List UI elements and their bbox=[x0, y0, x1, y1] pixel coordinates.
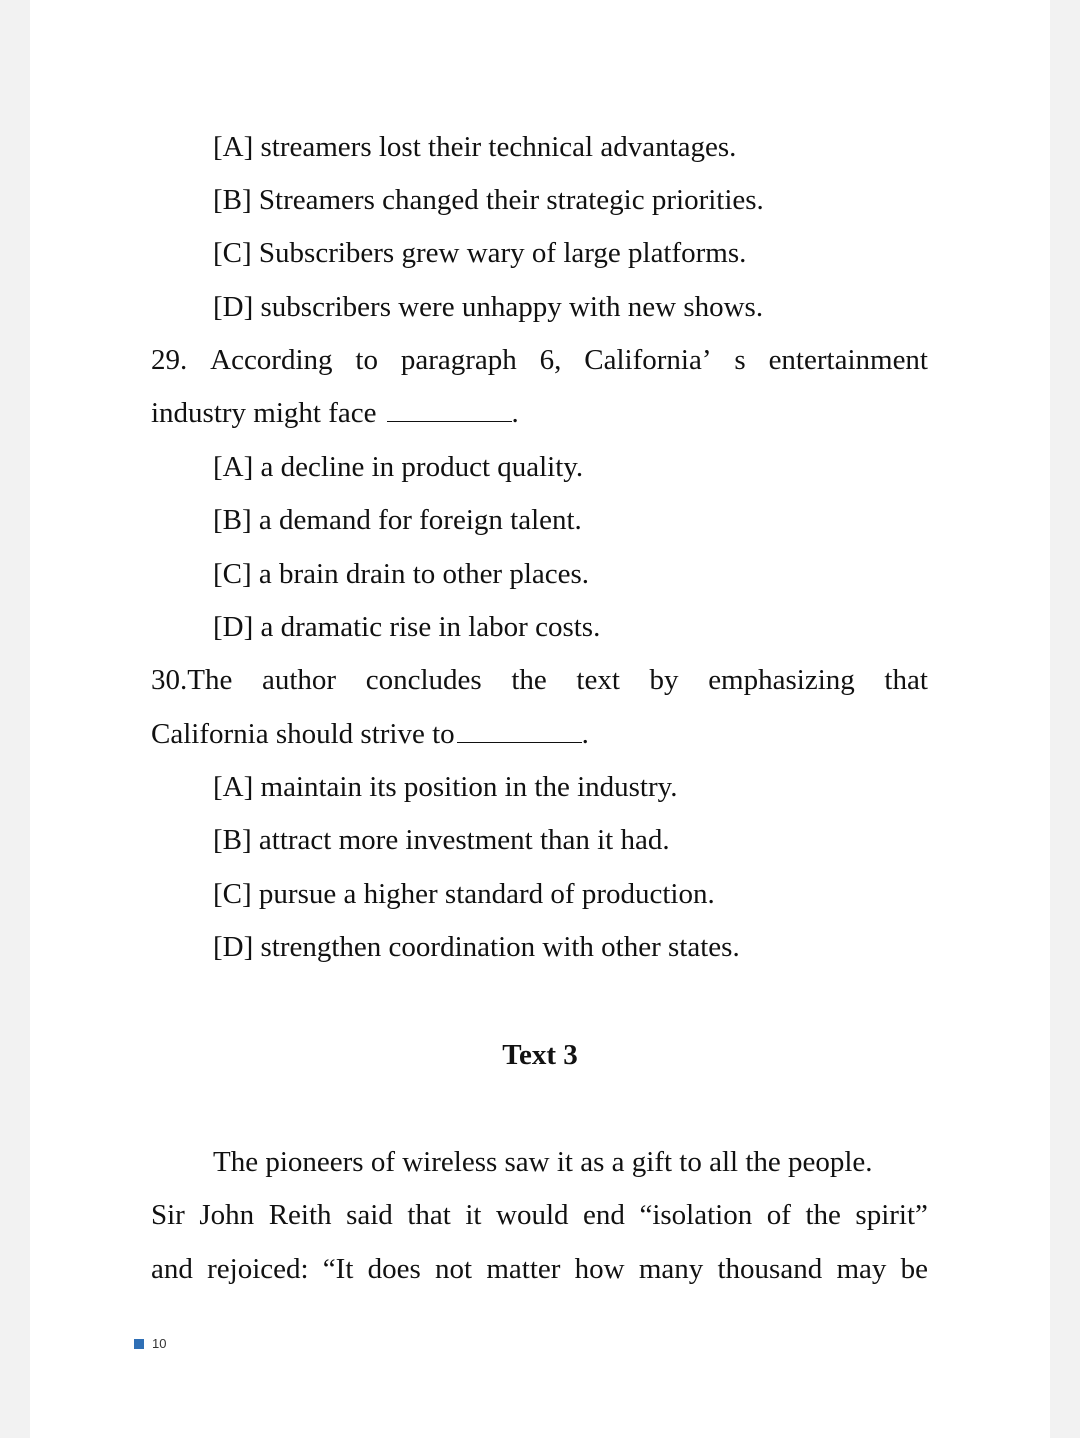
q28-option-a[interactable]: [A] streamers lost their technical advantages. bbox=[213, 131, 737, 163]
word: not bbox=[435, 1253, 473, 1285]
q30-option-d[interactable]: [D] strengthen coordination with other states. bbox=[213, 931, 740, 963]
q30-option-c[interactable]: [C] pursue a higher standard of production. bbox=[213, 878, 715, 910]
section-heading: Text 3 bbox=[502, 1039, 578, 1071]
word: Reith bbox=[268, 1199, 332, 1231]
word: would bbox=[496, 1199, 569, 1231]
q30-option-a[interactable]: [A] maintain its position in the industry. bbox=[213, 771, 678, 803]
word: text bbox=[576, 664, 620, 696]
q30-stem-text: California should strive to bbox=[151, 718, 455, 750]
word: “It bbox=[322, 1253, 354, 1285]
word: 30.The bbox=[151, 664, 233, 696]
word: thousand bbox=[717, 1253, 823, 1285]
q29-option-b[interactable]: [B] a demand for foreign talent. bbox=[213, 504, 582, 536]
word: that bbox=[884, 664, 928, 696]
word: emphasizing bbox=[708, 664, 855, 696]
q30-stem-line2 bbox=[151, 716, 589, 752]
word: spirit” bbox=[855, 1199, 928, 1231]
q29-stem-period: . bbox=[511, 397, 519, 429]
passage-line-2 bbox=[151, 1197, 928, 1233]
word: the bbox=[805, 1199, 841, 1231]
word: to bbox=[355, 344, 378, 376]
page-number: 10 bbox=[152, 1336, 167, 1351]
word: matter bbox=[486, 1253, 561, 1285]
q28-option-c[interactable]: [C] Subscribers grew wary of large platforms. bbox=[213, 237, 747, 269]
q30-stem-line1 bbox=[151, 662, 928, 698]
word: 29. bbox=[151, 344, 188, 376]
q29-option-d[interactable]: [D] a dramatic rise in labor costs. bbox=[213, 611, 601, 643]
word: paragraph bbox=[400, 344, 517, 376]
q30-stem-period: . bbox=[581, 718, 589, 750]
passage-line-1: The pioneers of wireless saw it as a gift to all the people. bbox=[213, 1146, 873, 1178]
word: the bbox=[511, 664, 547, 696]
word: rejoiced: bbox=[207, 1253, 309, 1285]
word: s bbox=[734, 344, 746, 376]
q29-answer-blank[interactable] bbox=[387, 399, 512, 422]
word: by bbox=[649, 664, 679, 696]
word: many bbox=[638, 1253, 704, 1285]
q28-option-b[interactable]: [B] Streamers changed their strategic priorities. bbox=[213, 184, 764, 216]
word: 6, bbox=[539, 344, 562, 376]
word: entertainment bbox=[768, 344, 928, 376]
q29-stem-line2 bbox=[151, 395, 519, 431]
word: author bbox=[261, 664, 337, 696]
word: Sir bbox=[151, 1199, 185, 1231]
word: that bbox=[407, 1199, 451, 1231]
q29-option-c[interactable]: [C] a brain drain to other places. bbox=[213, 558, 590, 590]
word: According bbox=[210, 344, 333, 376]
word: concludes bbox=[365, 664, 482, 696]
page-marker-icon bbox=[134, 1339, 144, 1349]
word: said bbox=[346, 1199, 393, 1231]
word: “isolation bbox=[639, 1199, 753, 1231]
q29-stem-line1 bbox=[151, 342, 928, 378]
document-page bbox=[30, 0, 1050, 1438]
q29-option-a[interactable]: [A] a decline in product quality. bbox=[213, 451, 584, 483]
word: California’ bbox=[584, 344, 712, 376]
q29-stem-text: industry might face bbox=[151, 397, 377, 429]
q30-answer-blank[interactable] bbox=[457, 720, 582, 743]
word: it bbox=[465, 1199, 482, 1231]
word: end bbox=[583, 1199, 625, 1231]
word: of bbox=[766, 1199, 791, 1231]
word: does bbox=[367, 1253, 421, 1285]
word: may bbox=[836, 1253, 887, 1285]
word: how bbox=[574, 1253, 625, 1285]
passage-line-3 bbox=[151, 1251, 928, 1287]
word: John bbox=[199, 1199, 255, 1231]
q30-option-b[interactable]: [B] attract more investment than it had. bbox=[213, 824, 670, 856]
page-footer bbox=[134, 1336, 166, 1351]
word: and bbox=[151, 1253, 193, 1285]
word: be bbox=[900, 1253, 928, 1285]
q28-option-d[interactable]: [D] subscribers were unhappy with new shows. bbox=[213, 291, 764, 323]
